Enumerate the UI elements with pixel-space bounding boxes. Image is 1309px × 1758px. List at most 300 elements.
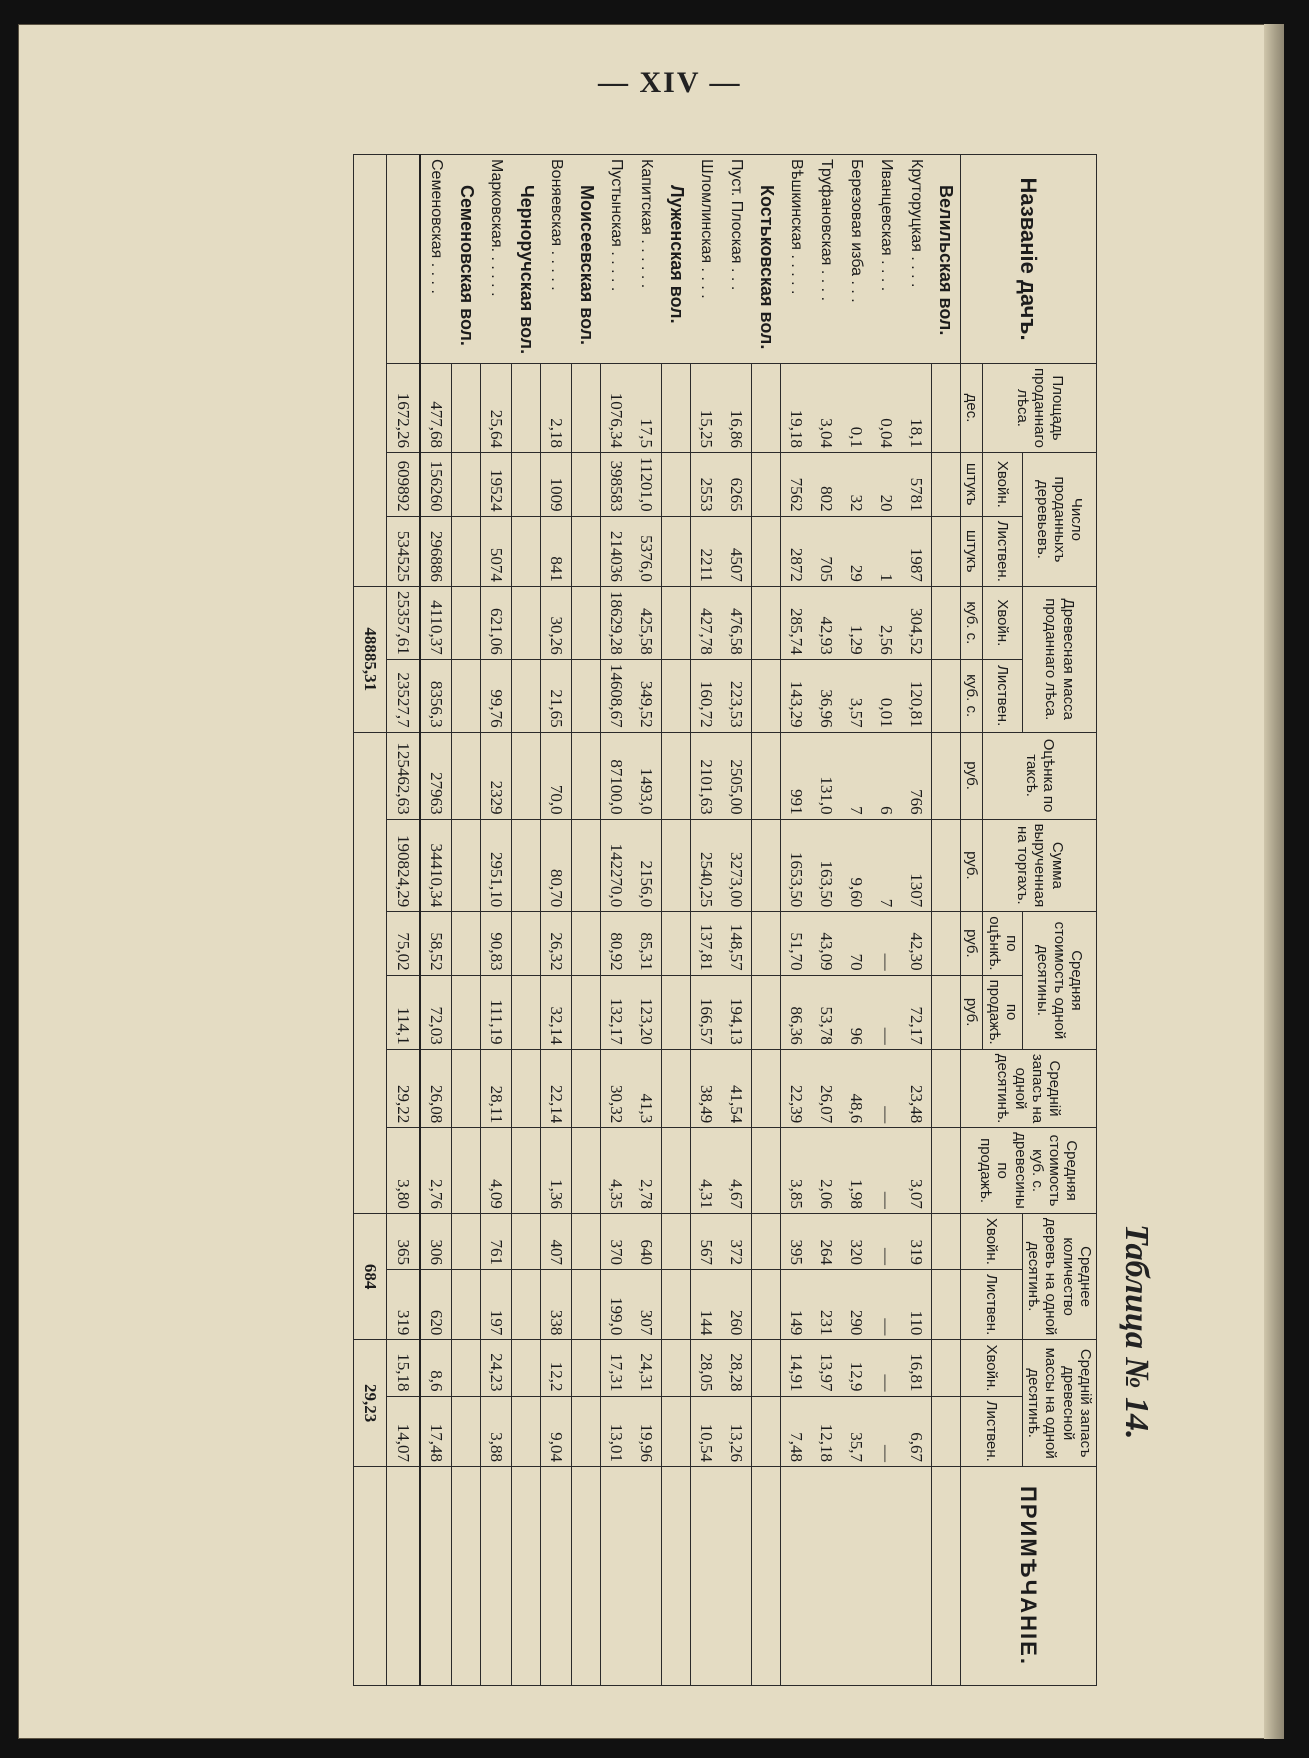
table-cell: 24,31 <box>631 1340 662 1396</box>
table-cell: 2872 <box>781 516 812 586</box>
table-cell: 72,03 <box>420 975 452 1049</box>
section-row <box>932 155 961 1686</box>
empty-cell <box>752 586 781 659</box>
table-cell: 41,54 <box>721 1049 752 1128</box>
table-cell: 1493,0 <box>631 732 662 819</box>
empty-cell <box>512 659 541 732</box>
header-mass-decid: Листвен. <box>983 659 1023 732</box>
table-cell: 370 <box>601 1213 632 1269</box>
table-cell: 2951,10 <box>481 819 512 912</box>
empty-cell <box>662 1396 691 1466</box>
empty-cell <box>572 1467 601 1686</box>
table-cell: 2329 <box>481 732 512 819</box>
grand-total-trees: 684 <box>354 1213 387 1340</box>
table-cell: 2553 <box>691 452 722 516</box>
table-cell: 15,25 <box>691 364 722 453</box>
total-cell: 15,18 <box>387 1340 421 1396</box>
section-row <box>572 155 601 1686</box>
table-cell: 349,52 <box>631 659 662 732</box>
header-by-sale: по продажѣ. <box>983 975 1023 1049</box>
grand-total-stock: 29,23 <box>354 1340 387 1467</box>
table-cell: 5376,0 <box>631 516 662 586</box>
empty-cell <box>752 1396 781 1466</box>
table-cell: 1987 <box>901 516 932 586</box>
table-cell: 23,48 <box>901 1049 932 1128</box>
empty-cell <box>662 732 691 819</box>
table-cell: 9,04 <box>541 1396 572 1466</box>
table-cell: 4,09 <box>481 1128 512 1214</box>
header-name: Названіе дачъ. <box>961 155 1097 364</box>
table-cell: 841 <box>541 516 572 586</box>
total-cell: 534525 <box>387 516 421 586</box>
header-avg-cub-price: Средняя стоимость куб. с. древесины по продажѣ. <box>961 1128 1097 1214</box>
grand-total-mass: 48885,31 <box>354 586 387 732</box>
table-cell: 395 <box>781 1213 812 1269</box>
table-cell: 223,53 <box>721 659 752 732</box>
book-spine <box>1264 24 1284 1739</box>
table-cell: 29 <box>841 516 871 586</box>
empty-cell <box>572 819 601 912</box>
header-trees-conifer: Хвойн. <box>983 452 1023 516</box>
table-cell: 5074 <box>481 516 512 586</box>
table-cell: 398583 <box>601 452 632 516</box>
unit-trees-conifer: штукъ <box>961 452 983 516</box>
table-cell: 99,76 <box>481 659 512 732</box>
table-cell: 705 <box>811 516 841 586</box>
empty-cell <box>572 912 601 975</box>
empty-cell <box>512 516 541 586</box>
table-cell: 1,36 <box>541 1128 572 1214</box>
empty-cell <box>752 516 781 586</box>
table-cell: 142270,0 <box>601 819 632 912</box>
empty-cell <box>572 452 601 516</box>
empty-cell <box>752 975 781 1049</box>
table-cell: — <box>871 1049 901 1128</box>
empty-cell <box>452 1467 481 1686</box>
table-cell: 26,07 <box>811 1049 841 1128</box>
empty-cell <box>512 1213 541 1269</box>
table-cell: 90,83 <box>481 912 512 975</box>
table-cell: 28,28 <box>721 1340 752 1396</box>
grand-totals-row <box>354 155 387 1686</box>
empty-cell <box>932 975 961 1049</box>
unit-proceeds: руб. <box>961 819 983 912</box>
table-cell: — <box>871 912 901 975</box>
total-cell: 114,1 <box>387 975 421 1049</box>
header-avg-mass-conifer: Хвойн. <box>961 1340 1023 1396</box>
table-cell: 2,78 <box>631 1128 662 1214</box>
table-cell: 32,14 <box>541 975 572 1049</box>
empty-cell <box>572 1340 601 1396</box>
table-cell: 620 <box>420 1269 452 1339</box>
table-cell: 12,9 <box>841 1340 871 1396</box>
header-trees: Число проданныхъ деревьевъ. <box>1023 452 1097 586</box>
empty-cell <box>452 1128 481 1214</box>
empty-cell <box>512 1049 541 1128</box>
empty-cell <box>662 1269 691 1339</box>
notes-cell <box>601 1467 632 1686</box>
table-cell: 231 <box>811 1269 841 1339</box>
table-cell: 51,70 <box>781 912 812 975</box>
empty-cell <box>752 1213 781 1269</box>
estate-name: Пустынская . . . . . <box>601 155 632 364</box>
table-cell: 567 <box>691 1213 722 1269</box>
table-cell: 2,76 <box>420 1128 452 1214</box>
rotated-table-region <box>102 144 1167 1686</box>
total-cell: 609892 <box>387 452 421 516</box>
empty-cell <box>662 1213 691 1269</box>
empty-cell <box>932 1049 961 1128</box>
table-cell: 137,81 <box>691 912 722 975</box>
header-mass-conifer: Хвойн. <box>983 586 1023 659</box>
document-page <box>18 24 1284 1739</box>
notes-cell <box>841 1467 871 1686</box>
table-cell: 1653,50 <box>781 819 812 912</box>
table-cell: — <box>871 1128 901 1214</box>
table-cell: 18,1 <box>901 364 932 453</box>
notes-cell <box>901 1467 932 1686</box>
empty-cell <box>452 732 481 819</box>
table-cell: 16,86 <box>721 364 752 453</box>
table-cell: 4,31 <box>691 1128 722 1214</box>
table-cell: 290 <box>841 1269 871 1339</box>
table-cell: 96 <box>841 975 871 1049</box>
empty-cell <box>452 1269 481 1339</box>
empty-cell <box>752 819 781 912</box>
estate-name: Пуст. Плоская . . . <box>721 155 752 364</box>
notes-cell <box>871 1467 901 1686</box>
table-cell: 802 <box>811 452 841 516</box>
notes-cell <box>811 1467 841 1686</box>
section-title: Луженская вол. <box>662 155 691 364</box>
table-cell: 304,52 <box>901 586 932 659</box>
table-cell: 264 <box>811 1213 841 1269</box>
table-cell: 17,48 <box>420 1396 452 1466</box>
empty-cell <box>752 732 781 819</box>
header-avg-stock: Средній запасъ на одной десятинѣ. <box>961 1049 1097 1128</box>
table-cell: 32 <box>841 452 871 516</box>
notes-cell <box>721 1467 752 1686</box>
table-cell: 8356,3 <box>420 659 452 732</box>
table-cell: 149 <box>781 1269 812 1339</box>
table-cell: 30,26 <box>541 586 572 659</box>
empty-cell <box>662 1340 691 1396</box>
table-cell: 338 <box>541 1269 572 1339</box>
header-avg-trees-conifer: Хвойн. <box>961 1213 1023 1269</box>
table-cell: 144 <box>691 1269 722 1339</box>
table-cell: 11201,0 <box>631 452 662 516</box>
table-cell: 163,50 <box>811 819 841 912</box>
table-cell: 12,18 <box>811 1396 841 1466</box>
header-area: Площадь проданнаго лѣса. <box>983 364 1097 453</box>
table-cell: 111,19 <box>481 975 512 1049</box>
empty-cell <box>662 516 691 586</box>
table-cell: 42,93 <box>811 586 841 659</box>
table-cell: 19524 <box>481 452 512 516</box>
header-mass: Древесная масса проданнаго лѣса. <box>1023 586 1097 732</box>
estate-name: Семеновская . . . . <box>420 155 452 364</box>
estate-name: Березовая изба . . . <box>841 155 871 364</box>
section-row <box>452 155 481 1686</box>
header-avg-mass-decid: Листвен. <box>961 1396 1023 1466</box>
section-title: Костьковская вол. <box>752 155 781 364</box>
table-cell: 7562 <box>781 452 812 516</box>
table-cell: 2540,25 <box>691 819 722 912</box>
notes-cell <box>541 1467 572 1686</box>
section-row <box>512 155 541 1686</box>
empty-cell <box>932 1396 961 1466</box>
table-cell: 80,70 <box>541 819 572 912</box>
table-cell: 285,74 <box>781 586 812 659</box>
table-cell: — <box>871 1340 901 1396</box>
notes-cell <box>691 1467 722 1686</box>
total-cell: 25357,61 <box>387 586 421 659</box>
table-cell: — <box>871 1396 901 1466</box>
table-cell: 43,09 <box>811 912 841 975</box>
empty-cell <box>452 1049 481 1128</box>
table-cell: 132,17 <box>601 975 632 1049</box>
empty-cell <box>572 975 601 1049</box>
estate-name: Круторуцкая . . . . <box>901 155 932 364</box>
table-row <box>420 155 452 1686</box>
header-valuation: Оцѣнка по таксѣ. <box>983 732 1097 819</box>
table-cell: 14,91 <box>781 1340 812 1396</box>
empty-cell <box>572 586 601 659</box>
empty-cell <box>452 912 481 975</box>
header-avg-trees-decid: Листвен. <box>961 1269 1023 1339</box>
table-cell: 30,32 <box>601 1049 632 1128</box>
empty-cell <box>452 975 481 1049</box>
header-avg-value: Средняя стоимость одной десятины. <box>1023 912 1097 1050</box>
table-cell: 307 <box>631 1269 662 1339</box>
table-cell: 3,07 <box>901 1128 932 1214</box>
header-notes: ПРИМѢЧАНІЕ. <box>961 1467 1097 1686</box>
table-cell: 41,3 <box>631 1049 662 1128</box>
table-cell: 4507 <box>721 516 752 586</box>
empty-cell <box>662 586 691 659</box>
table-cell: 194,13 <box>721 975 752 1049</box>
table-row <box>721 155 752 1686</box>
section-title: Семеновская вол. <box>452 155 481 364</box>
empty-cell <box>932 659 961 732</box>
empty-cell <box>752 364 781 453</box>
table-cell: 13,26 <box>721 1396 752 1466</box>
table-cell: 3,85 <box>781 1128 812 1214</box>
empty-cell <box>932 1340 961 1396</box>
table-cell: 42,30 <box>901 912 932 975</box>
notes-cell <box>481 1467 512 1686</box>
table-cell: 38,49 <box>691 1049 722 1128</box>
table-row <box>631 155 662 1686</box>
empty-cell <box>662 364 691 453</box>
table-cell: 1 <box>871 516 901 586</box>
empty-cell <box>572 659 601 732</box>
unit-mass-decid: куб. с. <box>961 659 983 732</box>
empty-cell <box>932 819 961 912</box>
table-cell: 143,29 <box>781 659 812 732</box>
table-cell: 156260 <box>420 452 452 516</box>
empty-cell <box>932 1467 961 1686</box>
notes-cell <box>420 1467 452 1686</box>
table-cell: 1,98 <box>841 1128 871 1214</box>
table-cell: 991 <box>781 732 812 819</box>
table-cell: 26,08 <box>420 1049 452 1128</box>
table-cell: — <box>871 1269 901 1339</box>
empty-cell <box>662 1467 691 1686</box>
table-cell: 6 <box>871 732 901 819</box>
empty-cell <box>932 1213 961 1269</box>
total-cell: 365 <box>387 1213 421 1269</box>
table-cell: 28,05 <box>691 1340 722 1396</box>
table-cell: 766 <box>901 732 932 819</box>
empty-cell <box>452 1213 481 1269</box>
table-cell: 7 <box>841 732 871 819</box>
table-cell: 26,32 <box>541 912 572 975</box>
empty-cell <box>572 364 601 453</box>
total-cell: 1672,26 <box>387 364 421 453</box>
table-cell: 19,96 <box>631 1396 662 1466</box>
empty-cell <box>512 364 541 453</box>
table-cell: 120,81 <box>901 659 932 732</box>
rotated-table-canvas <box>102 144 1167 1686</box>
table-cell: 2101,63 <box>691 732 722 819</box>
empty-cell <box>932 516 961 586</box>
table-cell: 17,31 <box>601 1340 632 1396</box>
header-proceeds: Сумма вырученная на торгахъ. <box>983 819 1097 912</box>
table-cell: 214036 <box>601 516 632 586</box>
empty-cell <box>752 912 781 975</box>
table-cell: 6265 <box>721 452 752 516</box>
header-trees-decid: Листвен. <box>983 516 1023 586</box>
table-cell: 199,0 <box>601 1269 632 1339</box>
table-cell: 14608,67 <box>601 659 632 732</box>
table-cell: 18629,28 <box>601 586 632 659</box>
table-cell: 0,01 <box>871 659 901 732</box>
table-cell: 160,72 <box>691 659 722 732</box>
table-row <box>811 155 841 1686</box>
table-cell: 306 <box>420 1213 452 1269</box>
empty-cell <box>752 1049 781 1128</box>
total-cell: 190824,29 <box>387 819 421 912</box>
total-cell: 23527,7 <box>387 659 421 732</box>
empty-cell <box>752 1269 781 1339</box>
table-cell: 5781 <box>901 452 932 516</box>
table-cell: 34410,34 <box>420 819 452 912</box>
forest-sales-table <box>353 154 1097 1686</box>
empty-cell <box>752 1128 781 1214</box>
table-cell: 22,14 <box>541 1049 572 1128</box>
section-title: Моисеевская вол. <box>572 155 601 364</box>
table-cell: 25,64 <box>481 364 512 453</box>
total-cell: 29,22 <box>387 1049 421 1128</box>
total-cell: 125462,63 <box>387 732 421 819</box>
total-cell: 75,02 <box>387 912 421 975</box>
empty-cell <box>512 452 541 516</box>
table-cell: 1307 <box>901 819 932 912</box>
empty-cell <box>354 732 387 1213</box>
empty-cell <box>512 1128 541 1214</box>
empty-cell <box>512 586 541 659</box>
empty-cell <box>932 452 961 516</box>
empty-cell <box>452 586 481 659</box>
table-cell: 72,17 <box>901 975 932 1049</box>
unit-by-sale: руб. <box>961 975 983 1049</box>
unit-valuation: руб. <box>961 732 983 819</box>
total-cell <box>387 155 421 364</box>
table-cell: 2,56 <box>871 586 901 659</box>
table-cell: 20 <box>871 452 901 516</box>
table-cell: 48,6 <box>841 1049 871 1128</box>
empty-cell <box>932 586 961 659</box>
table-cell: 7 <box>871 819 901 912</box>
table-cell: 148,57 <box>721 912 752 975</box>
empty-cell <box>932 732 961 819</box>
table-cell: 21,65 <box>541 659 572 732</box>
estate-name: Капитская . . . . . . <box>631 155 662 364</box>
empty-cell <box>932 364 961 453</box>
table-cell: 12,2 <box>541 1340 572 1396</box>
empty-cell <box>662 1128 691 1214</box>
empty-cell <box>452 819 481 912</box>
table-cell: — <box>871 975 901 1049</box>
empty-cell <box>662 819 691 912</box>
table-cell: — <box>871 1213 901 1269</box>
table-cell: 166,57 <box>691 975 722 1049</box>
table-cell: 9,60 <box>841 819 871 912</box>
empty-cell <box>572 516 601 586</box>
empty-cell <box>572 1128 601 1214</box>
empty-cell <box>752 659 781 732</box>
table-cell: 427,78 <box>691 586 722 659</box>
table-row <box>691 155 722 1686</box>
table-row <box>481 155 512 1686</box>
header-avg-trees: Среднее количество деревъ на одной десятинѣ. <box>1023 1213 1097 1340</box>
table-cell: 16,81 <box>901 1340 932 1396</box>
table-cell: 372 <box>721 1213 752 1269</box>
empty-cell <box>662 975 691 1049</box>
table-cell: 28,11 <box>481 1049 512 1128</box>
table-cell: 17,5 <box>631 364 662 453</box>
empty-cell <box>662 452 691 516</box>
table-cell: 197 <box>481 1269 512 1339</box>
table-cell: 761 <box>481 1213 512 1269</box>
empty-cell <box>512 819 541 912</box>
table-body <box>354 155 961 1686</box>
table-row <box>901 155 932 1686</box>
empty-cell <box>512 1467 541 1686</box>
page-number: — XIV — <box>598 66 742 99</box>
table-title: Таблица № 14. <box>1118 1224 1155 1440</box>
total-cell: 3,80 <box>387 1128 421 1214</box>
table-cell: 2505,00 <box>721 732 752 819</box>
totals-row <box>387 155 421 1686</box>
table-cell: 22,39 <box>781 1049 812 1128</box>
empty-cell <box>572 732 601 819</box>
table-cell: 36,96 <box>811 659 841 732</box>
table-cell: 320 <box>841 1213 871 1269</box>
section-title: Велильская вол. <box>932 155 961 364</box>
table-cell: 7,48 <box>781 1396 812 1466</box>
table-cell: 3,04 <box>811 364 841 453</box>
empty-cell <box>512 975 541 1049</box>
table-cell: 86,36 <box>781 975 812 1049</box>
table-cell: 477,68 <box>420 364 452 453</box>
empty-cell <box>932 912 961 975</box>
estate-name: Вѣшкинская . . . . . <box>781 155 812 364</box>
empty-cell <box>452 1340 481 1396</box>
estate-name: Шломлинская . . . . <box>691 155 722 364</box>
total-cell: 14,07 <box>387 1396 421 1466</box>
